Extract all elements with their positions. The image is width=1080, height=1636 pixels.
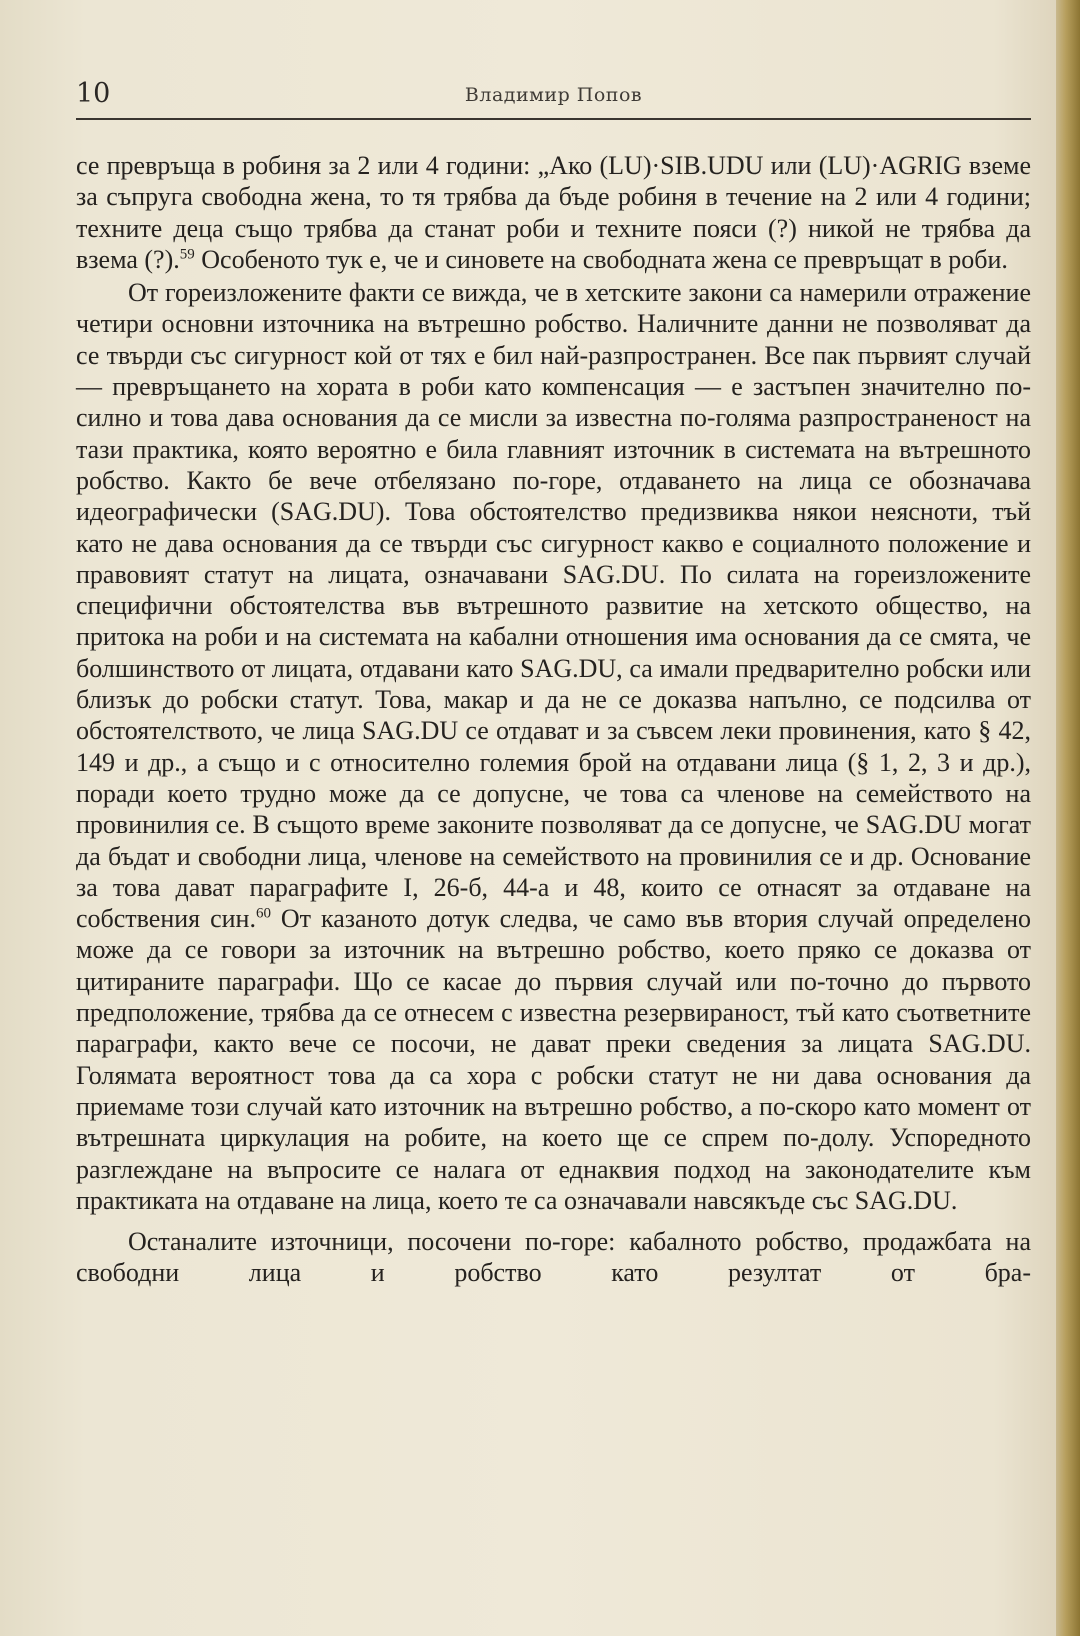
paragraph-3-text: Останалите източници, посочени по-горе: кабалното робство, продажбата на свободни лица и робство като резултат от бра- <box>76 1227 1031 1288</box>
book-spine-edge <box>1056 0 1080 1636</box>
paragraph-2 <box>76 277 1031 1216</box>
page-header <box>76 74 1031 120</box>
body-text <box>76 150 1031 1289</box>
page-number: 10 <box>76 78 111 109</box>
paragraph-1-tail: Особеното тук е, че и синовете на свободната жена се превръщат в роби. <box>194 244 1008 274</box>
footnote-ref-60: 60 <box>255 905 271 922</box>
paragraph-1 <box>76 150 1031 275</box>
paragraph-1-text: се превръща в робиня за 2 или 4 години: „Ако (LU)·SIB.UDU или (LU)·AGRIG вземе за съпруга свободна жена, то тя трябва да бъде робиня в течение на 2 или 4 години; техните деца също трябва да станат роби и техните пояси (?) никой не трябва да взема (?). <box>76 151 1031 274</box>
paragraph-2-tail: От казаното дотук следва, че само във втория случай определено може да се говори за източник на вътрешно робство, което пряко се доказва от цитираните параграфи. Що се касае до първия случай или по-точно до първото предположение, трябва да се отнесем с известна резервираност, тъй като съответните параграфи, както вече се посочи, не дават преки сведения за лицата SAG.DU. Голямата вероятност това да са хора с робски статут не ни дава основания да приемаме този случай като източник на вътрешно робство, а по-скоро като момент от вътрешната циркулация на робите, на което ще се спрем по-долу. Успоредното разглеждане на въпросите се налага от еднаквия подход на законодателите към практиката на отдаване на лица, което те са означавали навсякъде със SAG.DU. <box>76 904 1031 1215</box>
running-head-author: Владимир Попов <box>464 84 643 106</box>
paragraph-2-text: От гореизложените факти се вижда, че в хетските закони са намерили отражение четири основни източника на вътрешно робство. Наличните данни не позволяват да се твърди със сигурност кой от тях е бил най-разпространен. Все пак първият случай — превръщането на хората в роби като компенсация — е застъпен значително по-силно и това дава основания да се мисли за известна по-голяма разпространеност на тази практика, която вероятно е била главният източник в системата на вътрешното робство. Както бе вече отбелязано по-горе, отдаването на лица се обозначава идеографически (SAG.DU). Това обстоятелство предизвиква някои неясноти, тъй като не дава основания да се твърди със сигурност какво е социалното положение и правовият статут на лицата, означавани SAG.DU. По силата на гореизложените специфични обстоятелства във вътрешното развитие на хетското общество, на притока на роби и на системата на кабални отношения има основания да се смята, че болшинството от лицата, отдавани като SAG.DU, са имали предварително робски или близък до робски статут. Това, макар и да не се доказва напълно, се подсилва от обстоятелството, че лица SAG.DU се отдават и за съвсем леки провинения, като § 42, 149 и др., а също и с относително големия брой на отдавани лица (§ 1, 2, 3 и др.), поради което трудно може да се допусне, че това са членове на семейството на провинилия се. В същото време законите позволяват да се допусне, че SAG.DU могат да бъдат и свободни лица, членове на семейството на провинилия се и др. Основание за това дават параграфите I, 26-б, 44-а и 48, които се отнасят за отдаване на собствения син. <box>76 278 1031 934</box>
paragraph-3 <box>76 1226 1031 1289</box>
footnote-ref-59: 59 <box>179 246 195 263</box>
